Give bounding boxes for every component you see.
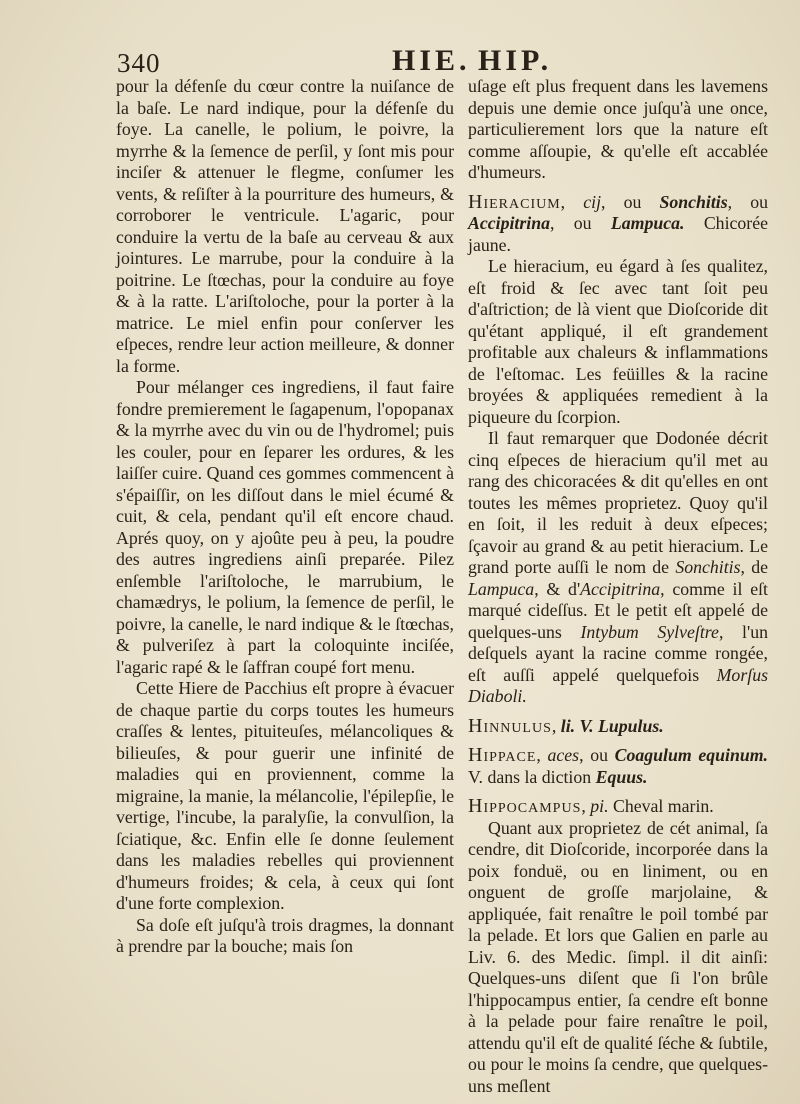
head-word: Hippace xyxy=(468,744,537,766)
paragraph: pour la défenſe du cœur contre la nuiſance de la baſe. Le nard indique, pour la défenſe du foye. La canelle, le polium, le poivre, la myrrhe & la ſemence de perſil, y ſont mis pour inciſer & attenuer le flegme, conſumer les vents, & reſiſter à la pourriture des humeurs, & corroborer le ventricule. L'agaric, pour conduire la vertu de la baſe au cerveau & aux jointures. Le marrube, pour la conduire à la poitrine. Le ſtœchas, pour la conduire au foye & à la ratte. L'ariſtoloche, pour la porter à la matrice. Le miel enfin pour conſerver les eſpeces, rendre leur action meilleure, & donner la forme. xyxy=(116,76,454,376)
running-head-right: HIP. xyxy=(478,44,553,77)
running-head-left: HIE. xyxy=(392,44,471,77)
head-word: Hieracium xyxy=(468,190,561,213)
paragraph: Cette Hiere de Pacchius eſt propre à évacuer de chaque partie du corps toutes les humeurs craſſes & lentes, pituiteuſes, mélancoliques & bilieuſes, & pour guerir une infinité de maladies qui en proviennent, comme la migraine, la manie, la mélancolie, l'épilepſie, le vertige, l'incube, la paralyſie, la convulſion, la ſciatique, &c. Enfin elle ſe donne ſeulement dans les maladies rebelles qui proviennent d'humeurs froides; & cela, à ceux qui ſont d'une forte complexion. xyxy=(116,678,454,913)
paragraph: Quant aux proprietez de cét animal, ſa cendre, dit Dioſcoride, incorporée dans la poix fonduë, ou en liniment, ou en onguent de groſſe marjolaine, & appliquée, fait renaître le poil tombé par la pelade. Et lors que Galien en parle au Liv. 6. des Medic. ſimpl. il dit ainſi: Quelques-uns diſent que ſi l'on brûle l'hippocampus entier, ſa cendre eſt bonne à la pelade pour faire renaître le poil, attendu qu'il eſt de qualité ſéche & ſubtile, ou pour le moins ſa cendre, que quelques-uns meſlent xyxy=(468,817,768,1096)
entry-heading-hieracium: Hieracium, cij, ou Sonchitis, ou Accipitrina, ou Lampuca. Chicorée jaune. xyxy=(468,190,769,255)
head-word: Hinnulus xyxy=(468,714,552,737)
entry-heading-hippocampus: Hippocampus, pi. Cheval marin. xyxy=(468,795,714,817)
paragraph: Pour mélanger ces ingrediens, il faut faire fondre premierement le ſagapenum, l'opopanax & la myrrhe avec du vin ou de l'hydromel; puis les couler, pour en ſeparer les ordures, & les laiſſer cuire. Quand ces gommes commencent à s'épaiſſir, on les diſſout dans le miel écumé & cuit, & cela, pendant qu'il eſt encore chaud. Aprés quoy, on y ajoûte peu à peu, la poudre des autres ingrediens ainſi preparée. Pilez enſemble l'ariſtoloche, le marrubium, le chamædrys, le polium, la ſemence de perſil, le poivre, la canelle, le nard indique & le ſtœchas, & pulveriſez à part la coloquinte inciſée, l'agaric rapé & le ſaffran coupé fort menu. xyxy=(116,377,454,677)
page-number: 340 xyxy=(117,48,161,78)
left-column xyxy=(116,76,454,958)
entry-heading-hippace: Hippace, aces, ou Coagulum equinum. V. dans la diction Equus. xyxy=(468,744,768,787)
paragraph: uſage eſt plus frequent dans les lavemens depuis une demie once juſqu'à une once, particulierement lors que la nature eſt comme aſſoupie, & qu'elle eſt accablée d'humeurs. xyxy=(468,76,768,182)
right-column xyxy=(468,76,768,1097)
paragraph: Il faut remarquer que Dodonée décrit cinq eſpeces de hieracium qu'il met au rang des chicoracées & dit qu'elles en ont toutes les mêmes proprietez. Quoy qu'il en ſoit, il les reduit à deux eſpeces; ſçavoir au grand & au petit hieracium. Le grand porte auſſi le nom de Sonchitis, de Lampuca, & d'Accipitrina, comme il eſt marqué cideſſus. Et le petit eſt appelé de quelques-uns Intybum Sylveſtre, l'un deſquels ayant la racine comme rongée, eſt auſſi appelé quelquefois Morſus Diaboli. xyxy=(468,428,768,706)
entry-heading-hinnulus: Hinnulus, li. V. Lupulus. xyxy=(468,714,664,737)
paragraph: Sa doſe eſt juſqu'à trois dragmes, la donnant à prendre par la bouche; mais ſon xyxy=(116,914,454,956)
paragraph: Le hieracium, eu égard à ſes qualitez, eſt froid & ſec avec tant ſoit peu d'aſtriction; de là vient que Dioſcoride dit qu'étant appliqué, il eſt grandement profitable aux chaleurs & inflammations de l'eſtomac. Les feüilles & la racine broyées & appliquées remedient à la piqueure du ſcorpion. xyxy=(468,256,768,427)
head-word: Hippocampus xyxy=(468,795,582,817)
